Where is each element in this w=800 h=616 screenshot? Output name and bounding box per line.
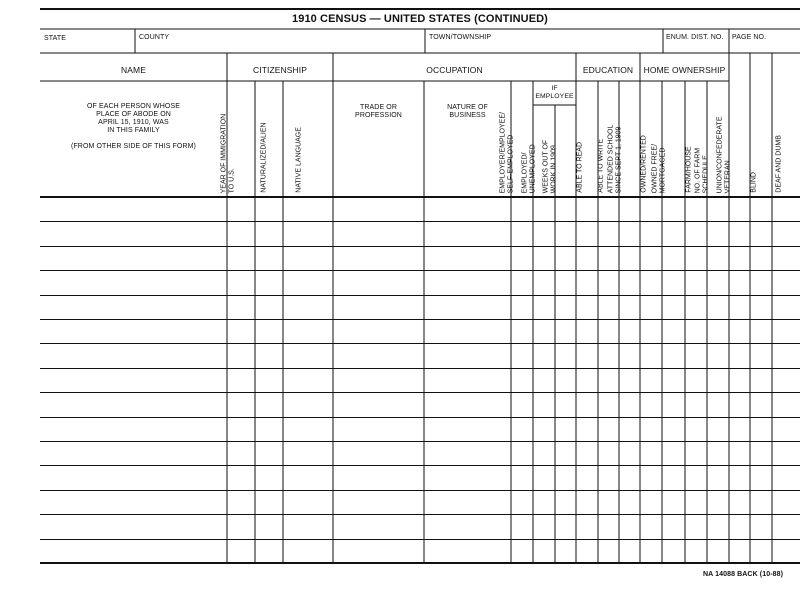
page-no-field-label[interactable]: PAGE NO.: [732, 34, 767, 41]
owned-rented-header: OWNED/RENTED: [640, 135, 648, 193]
section-if-employee: IF EMPLOYEE: [535, 85, 574, 100]
nature-business-header: NATURE OF BUSINESS: [447, 104, 488, 120]
veteran-header: UNION/CONFEDERATE VETERAN: [716, 116, 732, 193]
name-description: OF EACH PERSON WHOSE PLACE OF ABODE ON APRIL 15, 1910, WAS IN THIS FAMILY (FROM OTHER SIDE OF THIS FORM): [71, 103, 196, 151]
able-to-write-header: ABLE TO WRITE: [597, 139, 605, 193]
section-citizenship: CITIZENSHIP: [253, 65, 307, 75]
able-to-read-header: ABLE TO READ: [576, 142, 584, 193]
section-name: NAME: [121, 65, 146, 75]
enum-dist-field-label[interactable]: ENUM. DIST. NO.: [666, 34, 724, 41]
attended-school-header: ATTENDED SCHOOL SINCE SEPT 1, 1909: [607, 124, 623, 193]
employed-unemployed-header: EMPLOYED/ UNEMPLOYED: [521, 143, 537, 193]
section-home-ownership: HOME OWNERSHIP: [643, 65, 726, 75]
state-field-label[interactable]: STATE: [44, 35, 67, 42]
year-immigration-header: YEAR OF IMMIGRATION TO U.S.: [220, 113, 236, 193]
employer-employee-header: EMPLOYER/EMPLOYEE/ SELF-EMPLOYED: [499, 111, 515, 193]
trade-profession-header: TRADE OR PROFESSION: [355, 104, 402, 120]
entry-rows: [40, 222, 800, 540]
blind-header: BLIND: [750, 172, 758, 193]
deaf-and-dumb-header: DEAF AND DUMB: [775, 135, 783, 193]
naturalized-alien-header: NATURALIZED/ALIEN: [260, 122, 268, 193]
farm-schedule-header: NO. OF FARM SCHEDULE: [694, 147, 710, 193]
section-education: EDUCATION: [582, 65, 634, 75]
native-language-header: NATIVE LANGUAGE: [295, 127, 303, 193]
weeks-out-of-work-header: WEEKS OUT OF WORK IN 1909: [542, 139, 558, 193]
farm-house-header: FARM/HOUSE: [685, 146, 693, 193]
form-number: NA 14088 BACK (10-88): [703, 571, 784, 578]
section-occupation: OCCUPATION: [426, 65, 483, 75]
town-field-label[interactable]: TOWN/TOWNSHIP: [429, 34, 492, 41]
form-title: 1910 CENSUS — UNITED STATES (CONTINUED): [292, 13, 548, 25]
owned-free-mortgaged-header: OWNED FREE/ MORTGAGED: [651, 143, 667, 193]
county-field-label[interactable]: COUNTY: [139, 34, 170, 41]
